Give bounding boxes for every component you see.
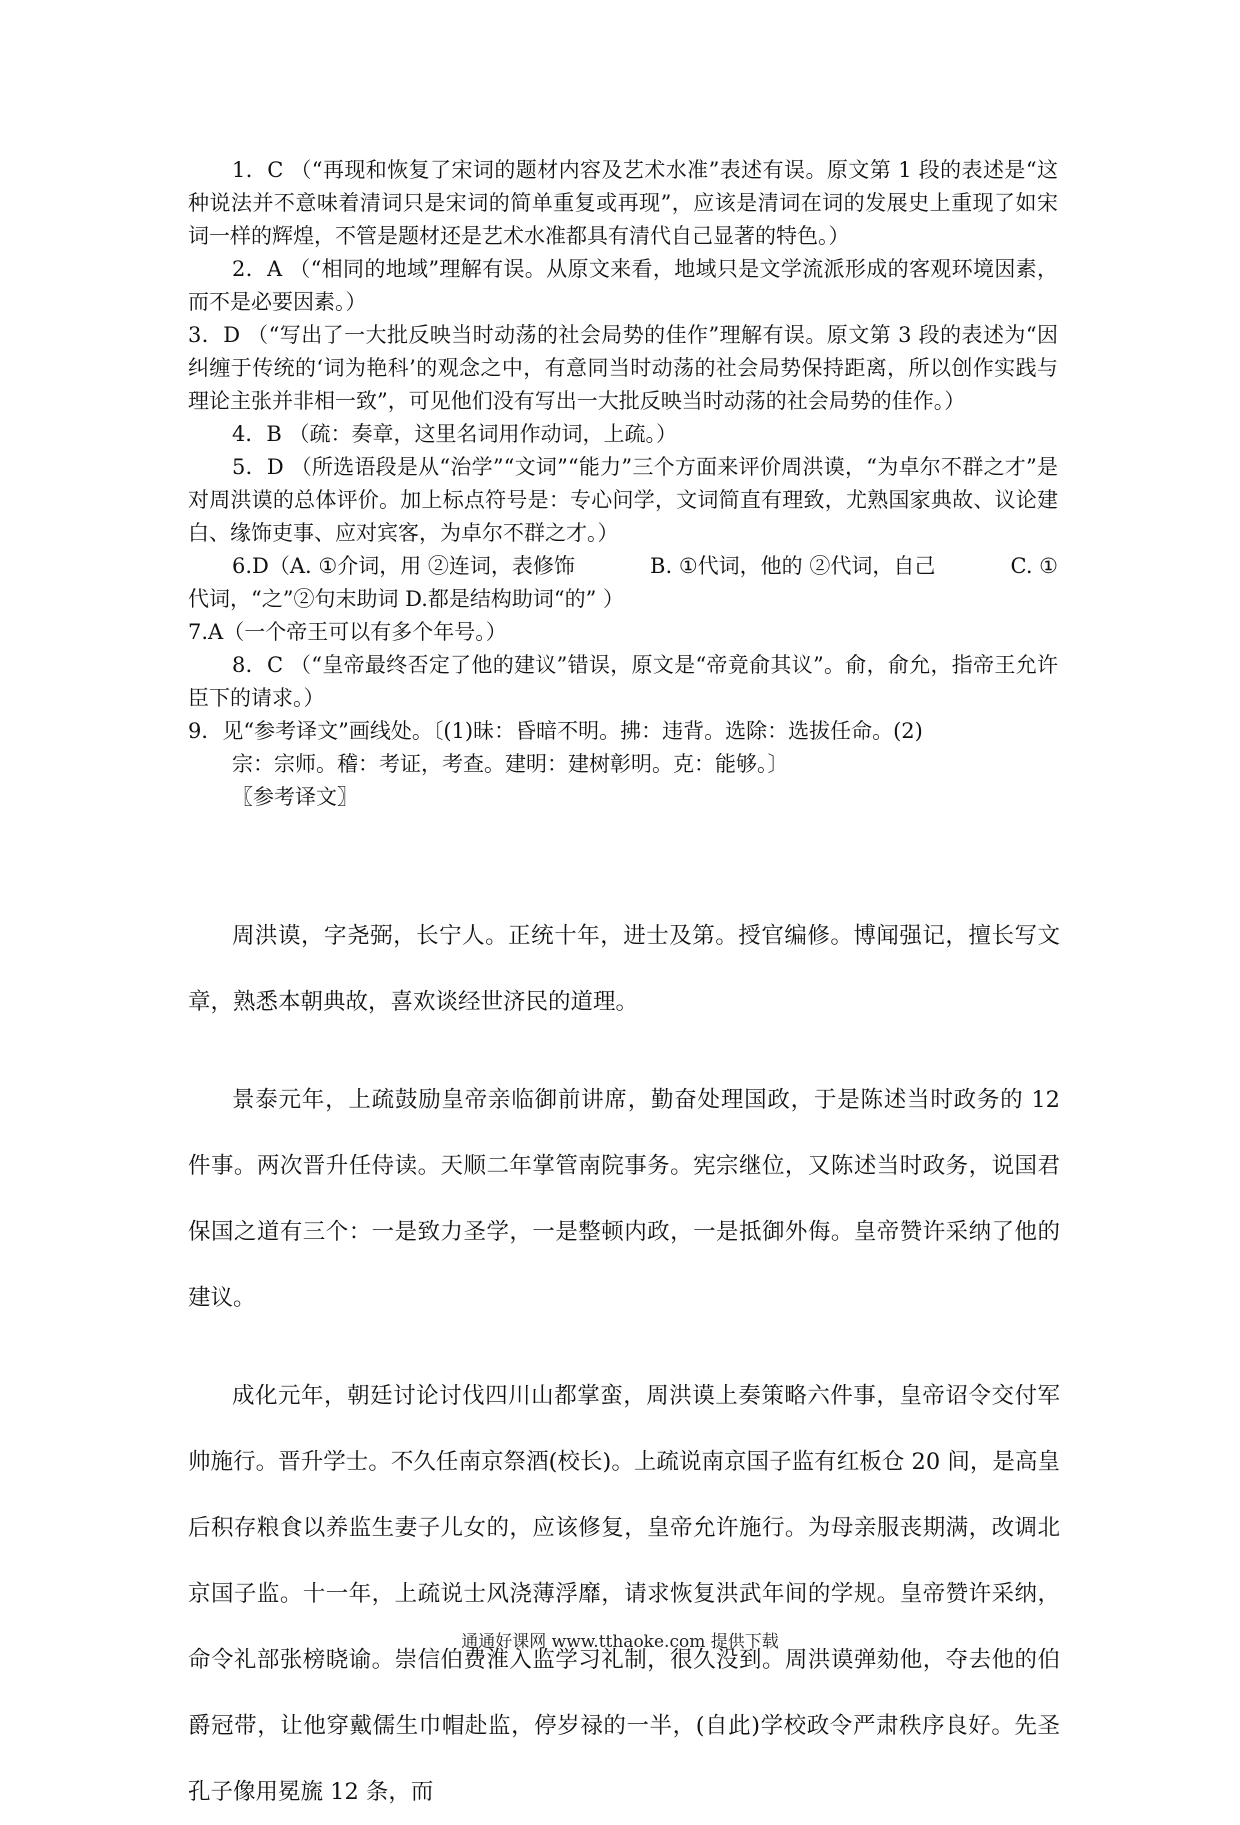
translation-paragraph: 成化元年，朝廷讨论讨伐四川山都掌蛮，周洪谟上奏策略六件事，皇帝诏令交付军帅施行。晋升学士。不久任南京祭酒(校长)。上疏说南京国子监有红板仓 20 间，是高皇后积存粮食以养监生妻子儿女的，应该修复，皇帝允许施行。为母亲服丧期满，改调北京国子监。十一年，上疏说士风浇薄浮靡，请求恢复洪武年间的学规。皇帝赞许采纳，命令礼部张榜晓谕。崇信伯费淮入监学习礼制，很久没到。周洪谟弹劾他，夺去他的伯爵冠带，让他穿戴儒生巾帽赴监，停岁禄的一半，(自此)学校政令严肃秩序良好。先圣孔子像用冕旒 12 条，而 [188, 1383, 1060, 1805]
answer-6-continuation: 代词，“之”②句末助词 D.都是结构助词“的” ） [188, 587, 625, 611]
answer-9: 9．见“参考译文”画线处。〔(1)昧：昏暗不明。拂：违背。选除：选拔任命。(2) [188, 719, 923, 743]
answer-6-option-a: 6.D（A. ①介词，用 ②连词，表修饰 [232, 554, 575, 578]
page-footer: 通通好课网 www.tthaoke.com 提供下载 [461, 1632, 779, 1652]
answer-3: 3．D （“写出了一大批反映当时动荡的社会局势的佳作”理解有误。原文第 3 段的表述为“因纠缠于传统的‘词为艳科’的观念之中，有意同当时动荡的社会局势保持距离，所以创作实践与理论主张并非相一致”，可见他们没有写出一大批反映当时动荡的社会局势的佳作。） [188, 323, 1058, 413]
answer-6-options [188, 550, 1058, 583]
answer-7: 7.A（一个帝王可以有多个年号。） [188, 620, 507, 644]
translation-paragraph: 景泰元年，上疏鼓励皇帝亲临御前讲席，勤奋处理国政，于是陈述当时政务的 12 件事。两次晋升任侍读。天顺二年掌管南院事务。宪宗继位，又陈述当时政务，说国君保国之道有三个：一是致力圣学，一是整顿内政，一是抵御外侮。皇帝赞许采纳了他的建议。 [188, 1087, 1060, 1311]
answer-6-option-c: C. ① [1010, 554, 1058, 578]
answer-6-option-b: B. ①代词，他的 ②代词，自己 [650, 554, 936, 578]
answer-4: 4．B （疏：奏章，这里名词用作动词，上疏。） [232, 422, 677, 446]
answer-5: 5．D （所选语段是从“治学”“文词”“能力”三个方面来评价周洪谟，“为卓尔不群之才”是对周洪谟的总体评价。加上标点符号是：专心问学，文词简直有理致，尤熟国家典故、议论建白、缘饰吏事、应对宾客，为卓尔不群之才。） [188, 455, 1058, 545]
answer-8: 8．C （“皇帝最终否定了他的建议”错误，原文是“帝竟俞其议”。俞，俞允，指帝王允许臣下的请求。） [188, 653, 1058, 710]
answer-key [188, 154, 1058, 814]
translation-paragraph: 周洪谟，字尧弼，长宁人。正统十年，进士及第。授官编修。博闻强记，擅长写文章，熟悉本朝典故，喜欢谈经世济民的道理。 [188, 923, 1060, 1015]
answer-1: 1．C （“再现和恢复了宋词的题材内容及艺术水准”表述有误。原文第 1 段的表述是“这种说法并不意味着清词只是宋词的简单重复或再现”，应该是清词在词的发展史上重现了如宋词一样的辉煌，不管是题材还是艺术水准都具有清代自己显著的特色。） [188, 158, 1058, 248]
translation-heading: 〖参考译文〗 [232, 785, 358, 809]
answer-2: 2．A （“相同的地域”理解有误。从原文来看，地域只是文学流派形成的客观环境因素，而不是必要因素。） [188, 257, 1058, 314]
answer-9-continuation: 宗：宗师。稽：考证，考查。建明：建树彰明。克：能够。〕 [232, 752, 789, 776]
reference-translation [188, 903, 1060, 1825]
